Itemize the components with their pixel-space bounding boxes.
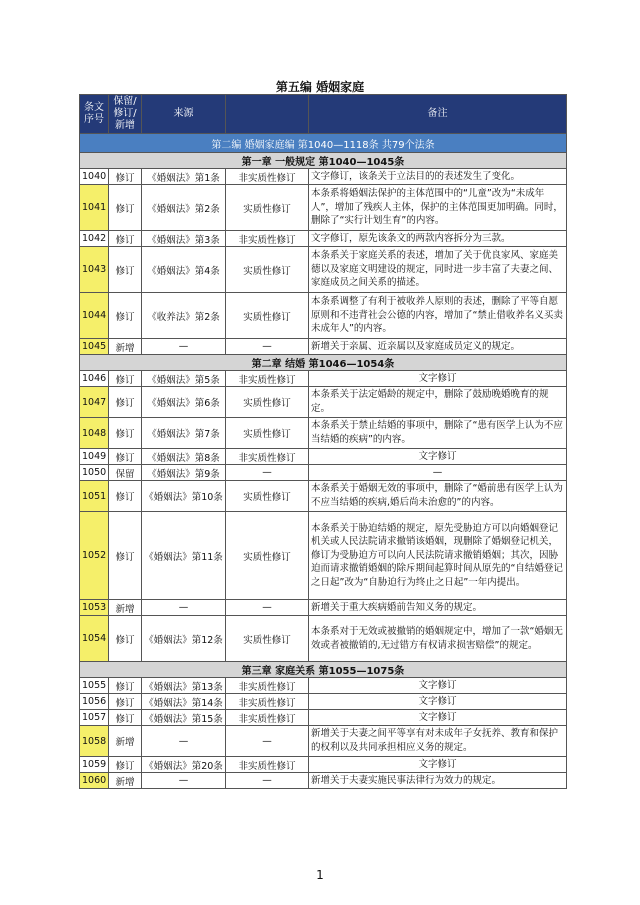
cell-source: 《婚姻法》第9条 [142, 465, 226, 481]
cell-note: 本条系将婚姻法保护的主体范围中的“儿童”改为“未成年人”，增加了残疾人主体，保护的主体范围更加明确。同时，删除了“实行计划生育”的内容。 [309, 185, 567, 231]
cell-no: 1046 [80, 371, 109, 387]
table-row [80, 465, 567, 481]
cell-type: 非实质性修订 [226, 231, 309, 247]
cell-status: 修订 [109, 512, 142, 600]
table-row [80, 710, 567, 726]
cell-no: 1051 [80, 481, 109, 512]
cell-note: 文字修订 [309, 678, 567, 694]
cell-type: 非实质性修订 [226, 449, 309, 465]
cell-type: 非实质性修订 [226, 757, 309, 773]
cell-note: 本条系关于胁迫结婚的规定，原先受胁迫方可以向婚姻登记机关或人民法院请求撤销该婚姻，现删除了婚姻登记机关，修订为受胁迫方可以向人民法院请求撤销婚姻；其次，因胁迫而请求撤销婚姻的除斥期间起算时间从原先的“自结婚登记之日起”改为“自胁迫行为终止之日起”一年内提出。 [309, 512, 567, 600]
cell-note: 新增关于亲属、近亲属以及家庭成员定义的规定。 [309, 339, 567, 355]
cell-status: 修订 [109, 418, 142, 449]
cell-no: 1053 [80, 600, 109, 616]
cell-note: 文字修订 [309, 757, 567, 773]
cell-status: 修订 [109, 616, 142, 662]
table-row [80, 600, 567, 616]
cell-no: 1054 [80, 616, 109, 662]
cell-note: 文字修订 [309, 710, 567, 726]
cell-type: 实质性修订 [226, 293, 309, 339]
header-no: 条文序号 [80, 95, 109, 134]
cell-type: 非实质性修订 [226, 710, 309, 726]
cell-source: — [142, 773, 226, 789]
cell-source: — [142, 600, 226, 616]
table-row [80, 231, 567, 247]
table-row [80, 449, 567, 465]
cell-type: 实质性修订 [226, 418, 309, 449]
cell-no: 1049 [80, 449, 109, 465]
chapter-title: 第一章 一般规定 第1040—1045条 [80, 153, 567, 169]
cell-no: 1050 [80, 465, 109, 481]
cell-source: 《婚姻法》第13条 [142, 678, 226, 694]
cell-no: 1042 [80, 231, 109, 247]
cell-status: 修订 [109, 449, 142, 465]
cell-note: 本条系关于法定婚龄的规定中，删除了鼓励晚婚晚育的规定。 [309, 387, 567, 418]
cell-no: 1055 [80, 678, 109, 694]
table-row [80, 371, 567, 387]
chapter-row [80, 355, 567, 371]
cell-no: 1056 [80, 694, 109, 710]
part-title: 第二编 婚姻家庭编 第1040—1118条 共79个法条 [80, 134, 567, 153]
cell-status: 修订 [109, 710, 142, 726]
cell-status: 修订 [109, 757, 142, 773]
table-row [80, 339, 567, 355]
cell-source: 《婚姻法》第8条 [142, 449, 226, 465]
cell-status: 新增 [109, 339, 142, 355]
header-source: 来源 [142, 95, 226, 134]
cell-status: 修订 [109, 678, 142, 694]
cell-type: — [226, 339, 309, 355]
cell-note: 本条系关于婚姻无效的事项中，删除了“婚前患有医学上认为不应当结婚的疾病,婚后尚未治愈的”的内容。 [309, 481, 567, 512]
cell-no: 1052 [80, 512, 109, 600]
cell-type: 实质性修订 [226, 616, 309, 662]
cell-source: 《婚姻法》第4条 [142, 247, 226, 293]
cell-source: 《婚姻法》第11条 [142, 512, 226, 600]
cell-note: 文字修订，原先该条文的两款内容拆分为三款。 [309, 231, 567, 247]
cell-note: 文字修订 [309, 449, 567, 465]
cell-source: 《婚姻法》第7条 [142, 418, 226, 449]
cell-status: 修订 [109, 371, 142, 387]
cell-type: 非实质性修订 [226, 694, 309, 710]
table-row [80, 773, 567, 789]
cell-no: 1059 [80, 757, 109, 773]
cell-note: 文字修订 [309, 371, 567, 387]
cell-status: 修订 [109, 694, 142, 710]
cell-type: 非实质性修订 [226, 678, 309, 694]
table-row [80, 293, 567, 339]
chapter-title: 第三章 家庭关系 第1055—1075条 [80, 662, 567, 678]
cell-type: 非实质性修订 [226, 371, 309, 387]
cell-status: 修订 [109, 481, 142, 512]
cell-no: 1044 [80, 293, 109, 339]
table-row [80, 481, 567, 512]
cell-note: — [309, 465, 567, 481]
chapter-row [80, 662, 567, 678]
cell-no: 1043 [80, 247, 109, 293]
header-status: 保留/修订/新增 [109, 95, 142, 134]
cell-source: — [142, 339, 226, 355]
cell-type: — [226, 773, 309, 789]
cell-status: 修订 [109, 231, 142, 247]
cell-source: 《婚姻法》第15条 [142, 710, 226, 726]
cell-type: — [226, 726, 309, 757]
table-row [80, 169, 567, 185]
cell-source: 《婚姻法》第5条 [142, 371, 226, 387]
cell-status: 修订 [109, 185, 142, 231]
cell-type: — [226, 600, 309, 616]
table-row [80, 678, 567, 694]
cell-note: 文字修订 [309, 694, 567, 710]
cell-status: 修订 [109, 247, 142, 293]
table-row [80, 418, 567, 449]
cell-type: 实质性修订 [226, 512, 309, 600]
cell-note: 本条系关于家庭关系的表述，增加了关于优良家风、家庭美德以及家庭文明建设的规定，同时进一步丰富了夫妻之间、家庭成员之间关系的描述。 [309, 247, 567, 293]
cell-status: 修订 [109, 169, 142, 185]
cell-no: 1041 [80, 185, 109, 231]
cell-no: 1045 [80, 339, 109, 355]
cell-source: — [142, 726, 226, 757]
cell-status: 保留 [109, 465, 142, 481]
cell-type: 实质性修订 [226, 481, 309, 512]
table-row [80, 726, 567, 757]
cell-source: 《婚姻法》第14条 [142, 694, 226, 710]
cell-source: 《婚姻法》第2条 [142, 185, 226, 231]
cell-no: 1040 [80, 169, 109, 185]
chapter-row [80, 153, 567, 169]
cell-note: 文字修订，该条关于立法目的的表述发生了变化。 [309, 169, 567, 185]
cell-status: 修订 [109, 293, 142, 339]
table-row [80, 247, 567, 293]
page-number: 1 [316, 868, 324, 882]
cell-no: 1058 [80, 726, 109, 757]
cell-type: — [226, 465, 309, 481]
cell-status: 新增 [109, 600, 142, 616]
cell-source: 《婚姻法》第1条 [142, 169, 226, 185]
cell-source: 《婚姻法》第10条 [142, 481, 226, 512]
cell-source: 《收养法》第2条 [142, 293, 226, 339]
table-row [80, 616, 567, 662]
table-row [80, 185, 567, 231]
cell-note: 本条系关于禁止结婚的事项中，删除了“患有医学上认为不应当结婚的疾病”的内容。 [309, 418, 567, 449]
table-row [80, 757, 567, 773]
cell-note: 新增关于重大疾病婚前告知义务的规定。 [309, 600, 567, 616]
cell-note: 新增关于夫妻实施民事法律行为效力的规定。 [309, 773, 567, 789]
part-row [80, 134, 567, 153]
cell-note: 本条系对于无效或被撤销的婚姻规定中，增加了一款“婚姻无效或者被撤销的,无过错方有权请求损害赔偿”的规定。 [309, 616, 567, 662]
cell-no: 1060 [80, 773, 109, 789]
table-row [80, 387, 567, 418]
table-row [80, 512, 567, 600]
header-type [226, 95, 309, 134]
cell-note: 本条系调整了有利于被收养人原则的表述，删除了平等自愿原则和不违背社会公德的内容，增加了“禁止借收养名义买卖未成年人”的内容。 [309, 293, 567, 339]
cell-type: 实质性修订 [226, 247, 309, 293]
cell-source: 《婚姻法》第12条 [142, 616, 226, 662]
cell-status: 新增 [109, 726, 142, 757]
cell-no: 1048 [80, 418, 109, 449]
cell-note: 新增关于夫妻之间平等享有对未成年子女抚养、教育和保护的权利以及共同承担相应义务的规定。 [309, 726, 567, 757]
cell-type: 非实质性修订 [226, 169, 309, 185]
chapter-title: 第二章 结婚 第1046—1054条 [80, 355, 567, 371]
cell-no: 1047 [80, 387, 109, 418]
cell-source: 《婚姻法》第20条 [142, 757, 226, 773]
cell-type: 实质性修订 [226, 387, 309, 418]
cell-status: 新增 [109, 773, 142, 789]
cell-type: 实质性修订 [226, 185, 309, 231]
header-row [80, 95, 567, 134]
cell-source: 《婚姻法》第3条 [142, 231, 226, 247]
cell-no: 1057 [80, 710, 109, 726]
page-title: 第五编 婚姻家庭 [275, 80, 365, 94]
table-row [80, 694, 567, 710]
cell-source: 《婚姻法》第6条 [142, 387, 226, 418]
cell-status: 修订 [109, 387, 142, 418]
header-note: 备注 [309, 95, 567, 134]
law-table [79, 94, 567, 789]
